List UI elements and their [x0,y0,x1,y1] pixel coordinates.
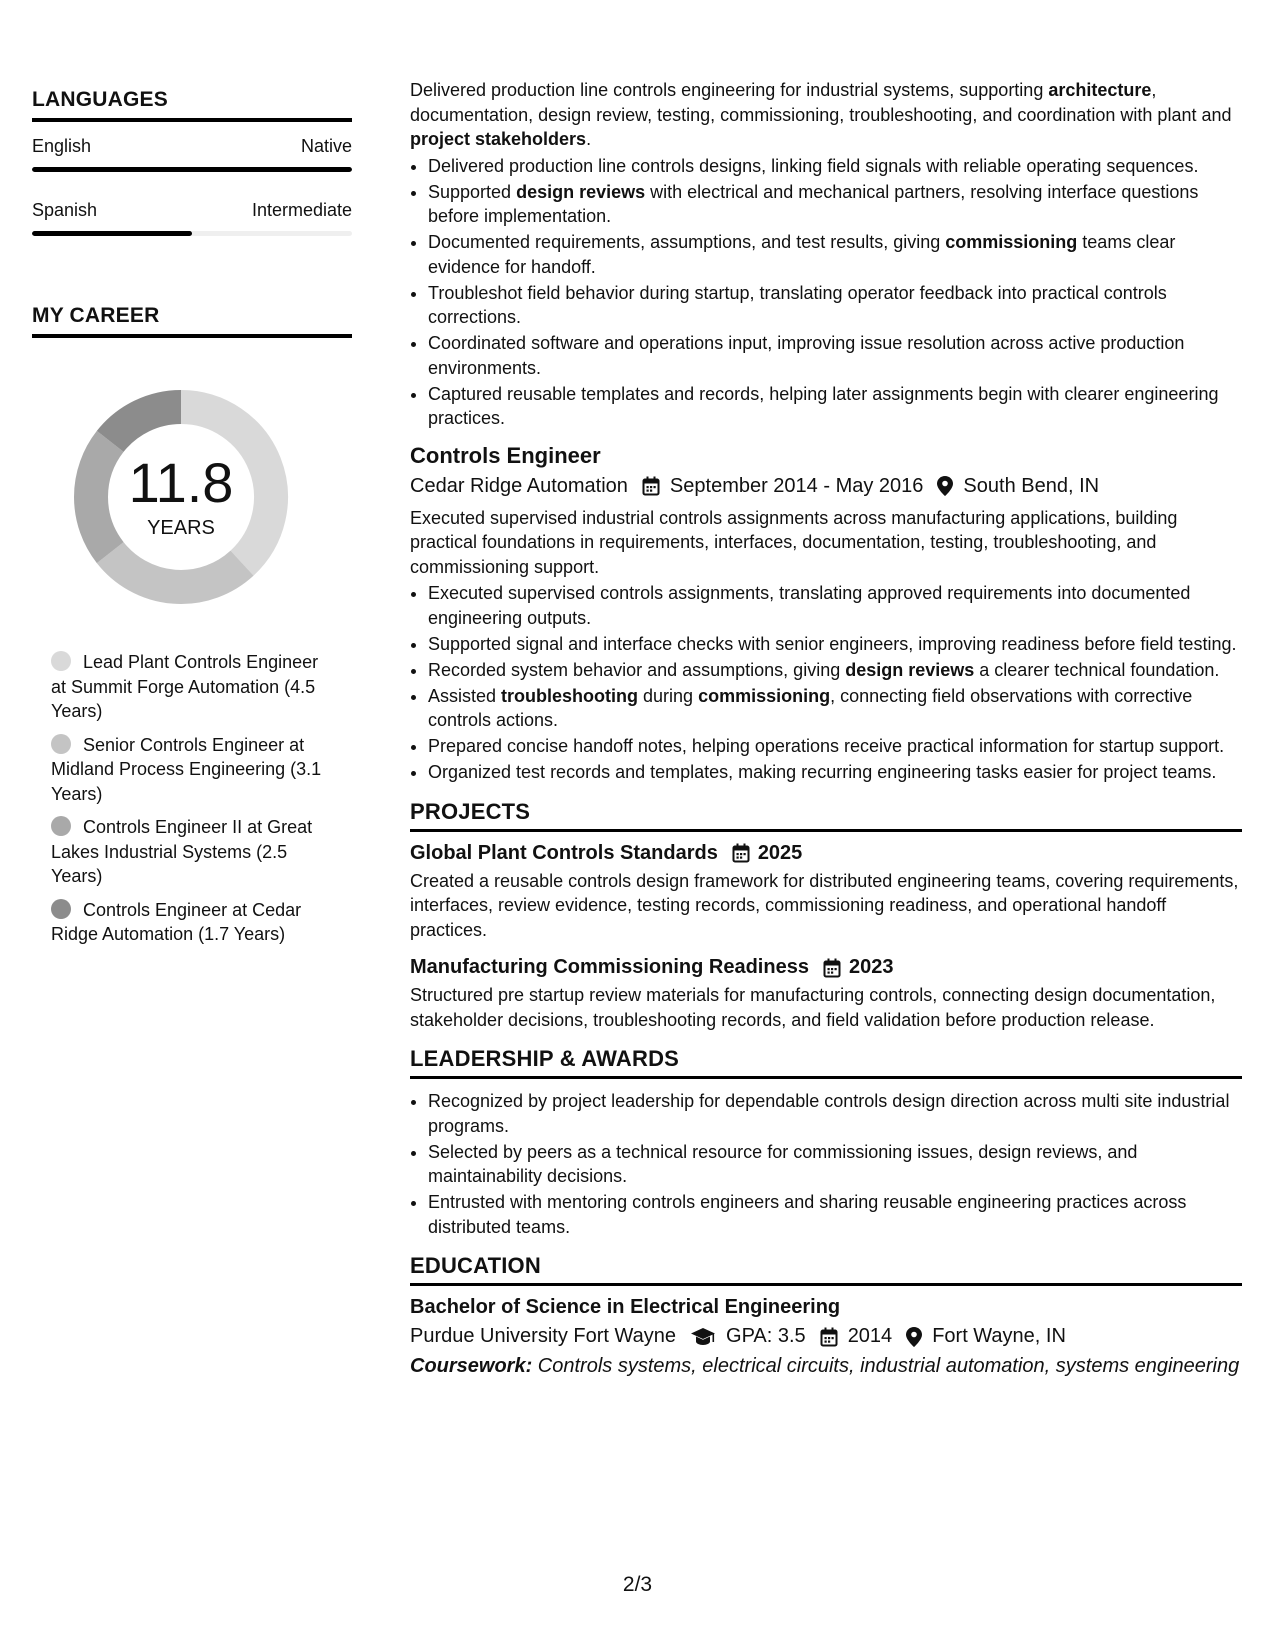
project-year: 2023 [848,956,894,978]
bullet-item [428,382,1242,431]
job-meta [410,475,1242,498]
project-title: Manufacturing Commissioning Readiness [410,956,809,978]
gpa: GPA: 3.5 [726,1325,806,1347]
text-run: . [586,129,592,149]
job-title: Controls Engineer [410,442,601,468]
career-years-unit: YEARS [147,516,215,539]
bullet-item [428,658,1242,683]
career-section [32,304,352,947]
language-item [32,200,352,236]
previous-job-bullets [410,154,1242,431]
career-legend-item [51,898,331,947]
language-item [32,136,352,172]
location-pin-icon [937,476,953,496]
bullet-item [428,734,1242,759]
text-run: Captured reusable templates and records, helping later assignments begin with clearer engineering practices. [428,383,1219,428]
text-run: Coordinated software and operations input, improving issue resolution across active production environments. [428,333,1185,378]
donut-center [66,382,296,612]
project-item [410,842,1242,943]
emphasized-text: commissioning [698,685,831,706]
text-run: Recorded system behavior and assumptions, giving [428,659,846,680]
awards-list [410,1089,1242,1239]
job-dates: September 2014 - May 2016 [669,474,924,497]
graduation-cap-icon [690,1327,716,1347]
coursework-label: Coursework: [410,1355,533,1377]
education-heading: EDUCATION [410,1253,1242,1286]
text-run: Assisted [428,685,502,706]
degree-title: Bachelor of Science in Electrical Engineering [410,1296,841,1318]
bullet-item [428,154,1242,179]
bullet-item [428,581,1242,630]
career-legend-item [51,815,331,889]
legend-label: Controls Engineer at Cedar Ridge Automation (1.7 Years) [51,899,302,944]
language-level: Intermediate [251,200,352,220]
job-summary [410,506,1242,580]
job-bullets [410,581,1242,785]
career-legend-item [51,650,331,724]
language-proficiency-fill [32,167,352,172]
award-item: • Recognized by project leadership for dependable controls design direction across multi site industrial programs. [428,1089,1242,1138]
job-company: Cedar Ridge Automation [410,474,628,497]
text-run: , connecting field observations with corrective controls actions. [428,685,1193,730]
language-proficiency-fill [32,231,192,236]
project-item [410,956,1242,1032]
location-pin-icon [906,1327,922,1347]
project-description: Structured pre startup review materials for manufacturing controls, connecting design documentation, stakeholder decisions, troubleshooting records, and field validation before production release. [410,985,1216,1030]
project-description: Created a reusable controls design framework for distributed engineering teams, covering requirements, interfaces, review evidence, testing records, commissioning readiness, and operational handoff practices. [410,870,1239,940]
legend-dot-icon [51,734,71,754]
bullet-item [428,331,1242,380]
emphasized-text: commissioning [945,232,1078,252]
projects-section [410,799,1242,1033]
bullet-item [428,180,1242,229]
career-legend [51,650,331,947]
award-item: • Selected by peers as a technical resource for commissioning issues, design reviews, and maintainability decisions. [428,1140,1242,1189]
calendar-icon [732,843,750,863]
language-proficiency-bar [32,167,352,172]
education-meta [410,1325,1242,1348]
text-run: Supported signal and interface checks with senior engineers, improving readiness before field testing. [428,633,1237,654]
emphasized-text: troubleshooting [501,685,639,706]
legend-label: Lead Plant Controls Engineer at Summit Forge Automation (4.5 Years) [51,652,319,721]
languages-heading: LANGUAGES [32,88,352,122]
languages-list [32,136,352,236]
language-name: English [32,136,92,156]
career-total-years: 11.8 [128,450,234,514]
text-run: Troubleshot field behavior during startup, translating operator feedback into practical controls corrections. [428,282,1167,327]
legend-label: Senior Controls Engineer at Midland Process Engineering (3.1 Years) [51,734,322,804]
right-column [410,78,1242,1379]
previous-job-summary [410,78,1242,152]
coursework [410,1354,1242,1379]
bullet-item [428,281,1242,330]
text-run: Delivered production line controls designs, linking field signals with reliable operating sequences. [428,155,1199,176]
text-run: Organized test records and templates, making recurring engineering tasks easier for project teams. [428,762,1217,782]
text-run: Delivered production line controls engineering for industrial systems, supporting [410,80,1049,100]
graduation-year: 2014 [847,1325,893,1347]
career-legend-item [51,733,331,807]
school-location: Fort Wayne, IN [932,1325,1066,1347]
award-item: • Entrusted with mentoring controls engineers and sharing reusable engineering practices across distributed teams. [428,1190,1242,1239]
career-donut-chart [66,382,296,612]
text-run: Supported [428,181,517,202]
emphasized-text: design reviews [516,181,646,202]
awards-section [410,1046,1242,1239]
text-run: with electrical and mechanical partners, resolving interface questions before implementation. [428,181,1199,226]
job-location: South Bend, IN [963,474,1100,497]
coursework-text: Controls systems, electrical circuits, industrial automation, systems engineering [532,1355,1240,1377]
project-year: 2025 [757,841,803,864]
legend-label: Controls Engineer II at Great Lakes Industrial Systems (2.5 Years) [51,817,313,886]
bullet-item [428,230,1242,279]
emphasized-text: project stakeholders [410,129,587,149]
language-name: Spanish [32,200,98,220]
left-column [32,88,352,956]
legend-dot-icon [51,651,71,671]
calendar-icon [642,476,660,496]
text-run: Documented requirements, assumptions, and test results, giving [428,232,946,252]
bullet-item [428,684,1242,733]
page-number: 2/3 [622,1573,653,1596]
legend-dot-icon [51,816,71,836]
text-run: teams clear evidence for handoff. [428,232,1176,277]
text-run: Executed supervised controls assignments, translating approved requirements into documented engineering outputs. [428,583,1191,628]
awards-heading: LEADERSHIP & AWARDS [410,1046,1242,1079]
language-proficiency-bar [32,231,352,236]
text-run: Prepared concise handoff notes, helping operations receive practical information for startup support. [428,736,1225,756]
language-level: Native [300,136,352,156]
career-heading: MY CAREER [32,304,352,338]
text-run: during [638,685,699,706]
project-title: Global Plant Controls Standards [410,841,718,864]
text-run: Executed supervised industrial controls assignments across manufacturing applications, building practical foundations in requirements, interfaces, documentation, testing, troubleshooting, and commissioning support. [410,507,1178,577]
legend-dot-icon [51,899,71,919]
school-name: Purdue University Fort Wayne [410,1325,677,1347]
bullet-item [428,760,1242,785]
text-run: , documentation, design review, testing, commissioning, troubleshooting, and coordination with plant and [410,80,1232,125]
education-section [410,1253,1242,1379]
emphasized-text: design reviews [845,659,975,680]
emphasized-text: architecture [1048,80,1152,100]
calendar-icon [820,1327,838,1347]
projects-heading: PROJECTS [410,799,1242,832]
text-run: a clearer technical foundation. [974,659,1220,680]
bullet-item [428,632,1242,657]
calendar-icon [823,958,841,978]
